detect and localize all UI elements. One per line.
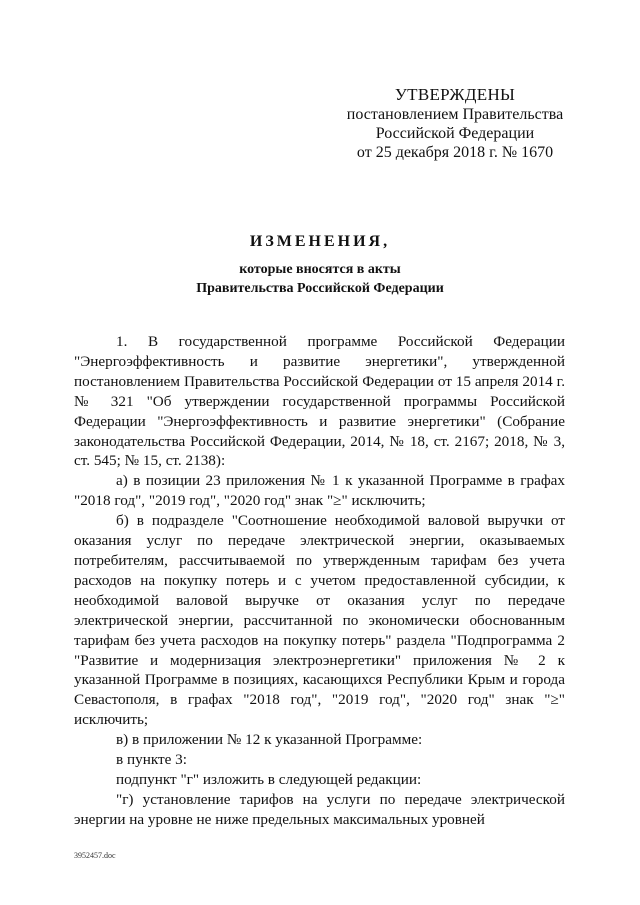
approval-heading: УТВЕРЖДЕНЫ bbox=[394, 85, 516, 104]
approval-line-3: от 25 декабря 2018 г. № 1670 bbox=[356, 144, 554, 161]
paragraph-point-3: в пункте 3: bbox=[116, 751, 187, 769]
approval-line-2: Российской Федерации bbox=[375, 125, 535, 142]
subtitle-line-1: которые вносятся в акты bbox=[239, 262, 401, 277]
subtitle-line-2: Правительства Российской Федерации bbox=[196, 281, 444, 296]
document-subtitle bbox=[0, 260, 640, 298]
paragraph-g-text: "г) установление тарифов на услуги по передаче электрической энергии на уровне не ниже предельных максимальных уровней bbox=[74, 790, 565, 828]
approval-line-1: постановлением Правительства bbox=[346, 106, 564, 123]
paragraph-b: б) в подразделе "Соотношение необходимой валовой выручки от оказания услуг по передаче электрической энергии, оказываемых потребителям, рассчитываемой по утвержденным тарифам без учета расходов на покупку потерь и с учетом предоставленной субсидии, к необходимой валовой выручке от оказания услуг по передаче электрической энергии, рассчитанной по экономически обоснованным тарифам без учета расходов на покупку потерь" раздела "Подпрограмма 2 "Развитие и модернизация электроэнергетики" приложения № 2 к указанной Программе в позициях, касающихся Республики Крым и города Севастополя, в графах "2018 год", "2019 год", "2020 год" знак "≥" исключить; bbox=[74, 512, 565, 729]
document-title: ИЗМЕНЕНИЯ, bbox=[249, 233, 391, 250]
paragraph-subpoint-g: подпункт "г" изложить в следующей редакции: bbox=[116, 770, 422, 788]
document-body bbox=[74, 332, 565, 830]
approval-block bbox=[340, 85, 570, 162]
file-reference: 3952457.doc bbox=[74, 851, 116, 860]
paragraph-v: в) в приложении № 12 к указанной Программе: bbox=[116, 731, 423, 749]
paragraph-1: 1. В государственной программе Российской Федерации "Энергоэффективность и развитие энергетики", утвержденной постановлением Правительства Российской Федерации от 15 апреля 2014 г. № 321 "Об утверждении государственной программы Российской Федерации "Энергоэффективность и развитие энергетики" (Собрание законодательства Российской Федерации, 2014, № 18, ст. 2167; 2018, № 3, ст. 545; № 15, ст. 2138): bbox=[74, 333, 565, 470]
paragraph-a: а) в позиции 23 приложения № 1 к указанной Программе в графах "2018 год", "2019 год", "2020 год" знак "≥" исключить; bbox=[74, 472, 565, 510]
